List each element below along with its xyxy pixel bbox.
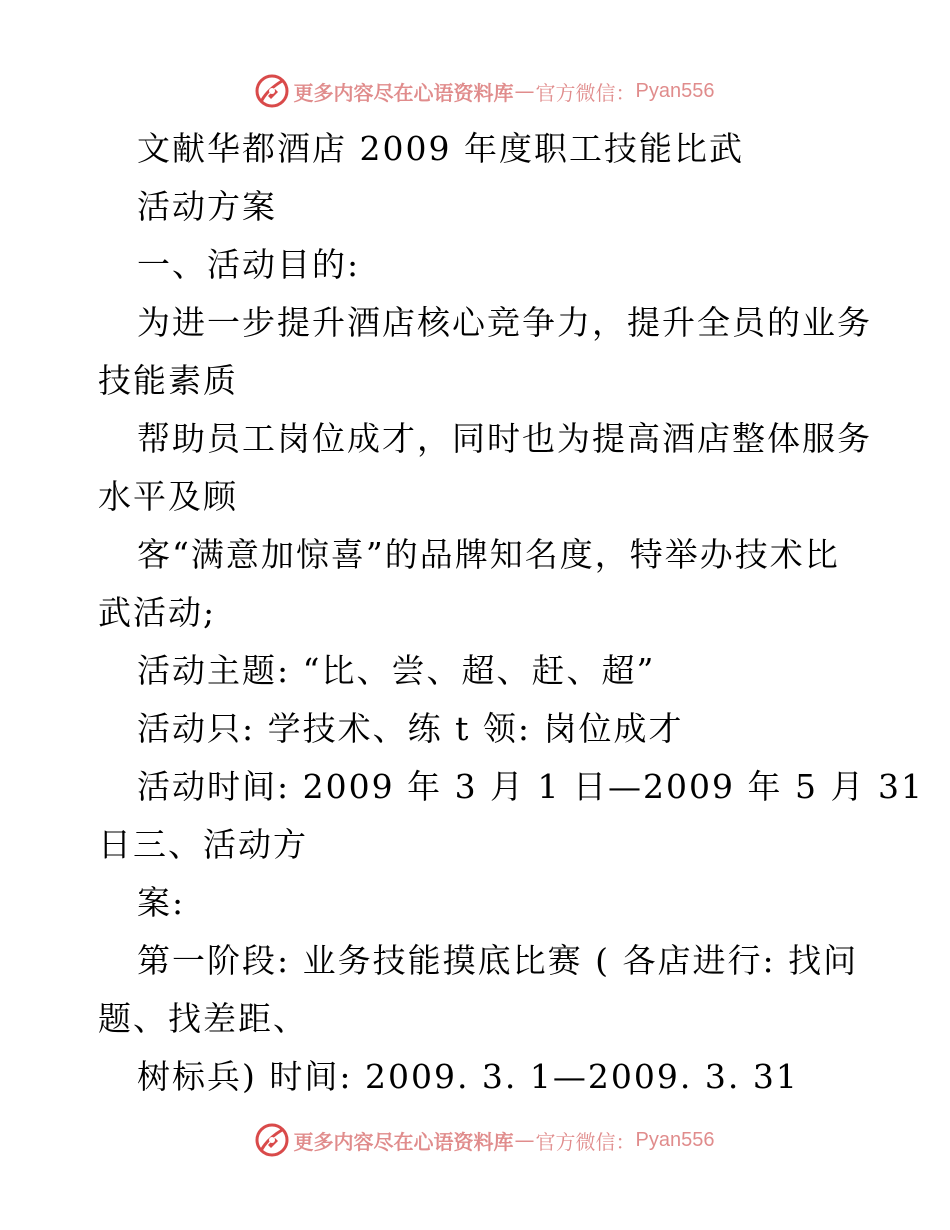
watermark-dash: — — [514, 1128, 535, 1152]
watermark-dash: — — [514, 79, 535, 103]
section-heading-purpose: 一、活动目的: — [137, 245, 361, 284]
activity-theme-line: 活动主题: “比、尝、超、赶、超” — [137, 651, 656, 690]
pen-logo-icon — [254, 73, 290, 109]
stage-one-line: 第一阶段: 业务技能摸底比赛 ( 各店进行: 找问 — [137, 941, 859, 980]
paragraph-line: 题、找差距、 — [98, 999, 308, 1038]
watermark-wechat-label: 官方微信： — [535, 80, 636, 105]
paragraph-line: 日三、活动方 — [98, 825, 308, 864]
paragraph-line: 水平及顾 — [98, 477, 238, 516]
document-subtitle: 活动方案 — [137, 187, 277, 226]
watermark-content — [254, 1122, 715, 1158]
paragraph-line: 案: — [137, 883, 186, 922]
paragraph-line: 为进一步提升酒店核心竞争力，提升全员的业务 — [137, 303, 872, 342]
paragraph-line: 武活动; — [98, 593, 217, 632]
paragraph-line: 客“满意加惊喜”的品牌知名度，特举办技术比 — [137, 535, 840, 574]
watermark-wechat-id: Pyan556 — [635, 79, 715, 102]
paragraph-line: 帮助员工岗位成才，同时也为提高酒店整体服务 — [137, 419, 872, 458]
paragraph-line: 技能素质 — [98, 361, 238, 400]
watermark-wechat-label: 官方微信： — [535, 1129, 636, 1154]
watermark-main-text: 更多内容尽在心语资料库 — [293, 1129, 514, 1154]
activity-time-line: 活动时间: 2009 年 3 月 1 日—2009 年 5 月 31 — [137, 767, 924, 806]
watermark-main-text: 更多内容尽在心语资料库 — [293, 80, 514, 105]
activity-slogan-line: 活动只: 学技术、练 t 领: 岗位成才 — [137, 709, 684, 748]
watermark-content — [254, 73, 715, 109]
pen-logo-icon — [254, 1122, 290, 1158]
document-title: 文献华都酒店 2009 年度职工技能比武 — [137, 129, 744, 168]
watermark-banner-top — [0, 71, 950, 111]
stage-one-time-line: 树标兵) 时间: 2009. 3. 1—2009. 3. 31 — [137, 1057, 799, 1096]
watermark-banner-bottom — [0, 1120, 950, 1160]
watermark-wechat-id: Pyan556 — [635, 1128, 715, 1151]
